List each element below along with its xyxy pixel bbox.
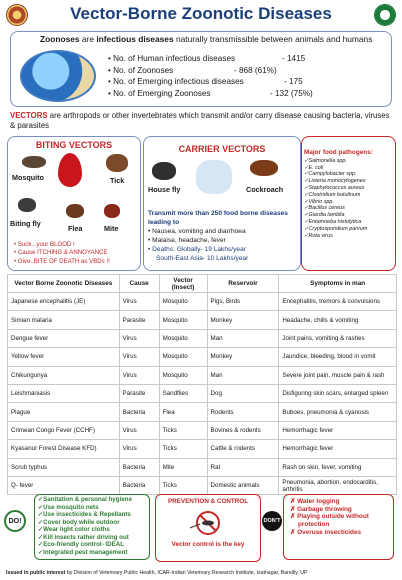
table-cell: Severe joint pain, muscle pain & rash	[279, 366, 397, 384]
stat-row: • No. of Human infectious diseases - 1415	[108, 54, 306, 63]
table-cell: Encephalitis, tremors & convulsions	[279, 293, 397, 311]
table-cell: Yellow fever	[8, 348, 120, 366]
col-symptoms: Symptoms in man	[279, 275, 397, 293]
carrier-vectors-title: CARRIER VECTORS	[178, 144, 266, 154]
mosquito-icon	[22, 156, 46, 168]
table-cell: Parasite	[119, 311, 159, 329]
pathogens-list: Major food pathogens: ✓Salmonella spp. ✓E. coli ✓Campylobacter spp. ✓Listeria monocytogenes ✓Staphylococcus aureus ✓Clostridium botulinum ✓Vibrio spp. ✓Bacillus cereus ✓Giardia lamblia ✓Entamoeba histolytica ✓Cryptosporidium parvum ✓Rota virus	[304, 149, 373, 239]
table-cell: Domestic animals	[207, 476, 279, 494]
no-mosquito-icon	[186, 510, 230, 536]
infectious-term: infectious diseases	[96, 34, 174, 44]
table-cell: Crimean Congo Fever (CCHF)	[8, 421, 120, 439]
table-cell: Man	[207, 329, 279, 347]
label-cockroach: Cockroach	[246, 185, 284, 194]
stat-row: • No. of Zoonoses - 868 (61%)	[108, 65, 277, 75]
table-cell: Japanese encephalitis (JE)	[8, 293, 120, 311]
table-cell: Mosquito	[159, 366, 207, 384]
table-cell: Rat	[207, 458, 279, 476]
zoonoses-term: Zoonoses	[40, 34, 80, 44]
do-badge: DO!	[4, 510, 26, 532]
col-vector: Vector (Insect)	[159, 275, 207, 293]
table-cell: Monkey	[207, 311, 279, 329]
table-row	[8, 476, 397, 494]
table-cell: Pneumonia, abortion, endocarditis, arthritis	[279, 476, 397, 494]
col-reservoir: Reservoir	[207, 275, 279, 293]
table-cell: Scrub typhus	[8, 458, 120, 476]
table-cell: Rodents	[207, 403, 279, 421]
table-cell: Virus	[119, 440, 159, 458]
icar-logo	[6, 4, 28, 26]
table-cell: Ticks	[159, 440, 207, 458]
table-row	[8, 421, 397, 439]
table-row	[8, 440, 397, 458]
biting-vectors-title: BITING VECTORS	[35, 140, 113, 150]
table-cell: Virus	[119, 329, 159, 347]
stat-row: • No. of Emerging Zoonoses - 132 (75%)	[108, 88, 313, 98]
col-cause: Cause	[119, 275, 159, 293]
table-cell: Plague	[8, 403, 120, 421]
vectors-definition: VECTORS are arthropods or other invertebrates which transmit and/or carry disease causing bacteria, viruses & parasites	[10, 111, 390, 130]
table-row	[8, 348, 397, 366]
label-house-fly: House fly	[148, 185, 181, 194]
label-mosquito: Mosquito	[12, 173, 44, 182]
table-cell: Headache, chills & vomiting	[279, 311, 397, 329]
table-cell: Rash on skin, fever, vomiting	[279, 458, 397, 476]
table-cell: Kyasanur Forest Disease KFD)	[8, 440, 120, 458]
dont-badge: DON'T	[262, 511, 282, 531]
col-disease: Vector Borne Zoonotic Diseases	[8, 275, 120, 293]
table-cell: Bacteria	[119, 403, 159, 421]
globe-animals-icon	[20, 50, 96, 102]
table-cell: Virus	[119, 293, 159, 311]
table-cell: Sandflies	[159, 384, 207, 402]
zoonoses-stats	[108, 53, 368, 99]
table-cell: Buboes, pneumonia & cyanosis	[279, 403, 397, 421]
label-tick: Tick	[110, 176, 125, 185]
table-cell: Virus	[119, 366, 159, 384]
table-cell: Bacteria	[119, 476, 159, 494]
table-cell: Bovines & rodents	[207, 421, 279, 439]
table-cell: Monkey	[207, 348, 279, 366]
table-cell: Chikungunya	[8, 366, 120, 384]
table-cell: Hemorrhagic fever	[279, 421, 397, 439]
table-cell: Man	[207, 366, 279, 384]
table-cell: Dog	[207, 384, 279, 402]
flea-icon	[66, 204, 84, 218]
table-cell: Cattle & rodents	[207, 440, 279, 458]
table-cell: Flea	[159, 403, 207, 421]
diseases-table	[7, 274, 397, 495]
sick-person-icon	[196, 160, 232, 194]
table-cell: Ticks	[159, 476, 207, 494]
table-cell: Virus	[119, 348, 159, 366]
label-mite: Mite	[104, 224, 119, 233]
table-cell: Pigs, Birds	[207, 293, 279, 311]
table-row	[8, 366, 397, 384]
prevention-footer: Vector control is the key	[171, 541, 245, 548]
table-cell: Leishmaniasis	[8, 384, 120, 402]
table-cell: Hemorrhagic fever	[279, 440, 397, 458]
transmit-info: Transmit more than 250 food borne diseases leading to • Nausea, vomiting and diarrhoea • Malaise, headache, fever • Deaths: Globally- 19 Lakhs/year South-East Asia- 10 Lakhs/year	[148, 210, 288, 263]
house-fly-icon	[152, 162, 176, 180]
table-cell: Ticks	[159, 421, 207, 439]
table-cell: Mosquito	[159, 329, 207, 347]
table-row	[8, 403, 397, 421]
table-cell: Joint pains, vomiting & rashes	[279, 329, 397, 347]
table-header-row	[8, 275, 397, 293]
table-cell: Mosquito	[159, 293, 207, 311]
zoonoses-definition: Zoonoses are infectious diseases naturally transmissible between animals and humans	[40, 34, 373, 44]
label-biting-fly: Biting fly	[10, 219, 41, 228]
biting-fly-icon	[18, 198, 36, 212]
mite-icon	[104, 204, 120, 218]
label-flea: Flea	[68, 224, 83, 233]
stat-row: • No. of Emerging infectious diseases - 175	[108, 77, 303, 87]
table-cell: Mosquito	[159, 348, 207, 366]
table-cell: Dengue fever	[8, 329, 120, 347]
table-row	[8, 458, 397, 476]
issued-footer: Issued in public interest by Division of Veterinary Public Health, ICAR-Indian Veterinary Research Institute, Izatnagar, Bareilly, UP	[6, 570, 308, 576]
prevention-title: PREVENTION & CONTROL	[167, 498, 249, 505]
table-cell: Mosquito	[159, 311, 207, 329]
table-row	[8, 293, 397, 311]
ivri-logo	[374, 4, 396, 26]
table-cell: Q- fever	[8, 476, 120, 494]
table-cell: Mite	[159, 458, 207, 476]
page-title: Vector-Borne Zoonotic Diseases	[70, 4, 332, 23]
table-cell: Parasite	[119, 384, 159, 402]
table-cell: Simian malaria	[8, 311, 120, 329]
table-cell: Virus	[119, 421, 159, 439]
biting-facts: • Suck...your BLOOD ! • Cause ITCHING & ANNOYANCE • Give..BITE OF DEATH as VBDs !!	[14, 241, 110, 265]
table-cell: Jaundice, bleeding, blood in vomit	[279, 348, 397, 366]
table-cell: Bacteria	[119, 458, 159, 476]
table-row	[8, 329, 397, 347]
tick-icon	[106, 154, 128, 172]
blood-drop-icon	[58, 153, 82, 187]
table-row	[8, 311, 397, 329]
donts-list: ✗ Water logging ✗ Garbage throwing ✗ Playing outside without protection ✗ Overuse insecticides	[290, 498, 369, 536]
table-row	[8, 384, 397, 402]
cockroach-icon	[250, 160, 278, 176]
table-cell: Disfiguring skin scars, enlarged spleen	[279, 384, 397, 402]
dos-list: ✓Sanitation & personal hygiene ✓Use mosquito nets ✓Use insecticides & Repellants ✓Cover body while outdoor ✓Wear light color cloths ✓Kill insects rather driving out ✓Eco-friendly control- IDEAL ✓Integrated pest management	[38, 496, 132, 556]
